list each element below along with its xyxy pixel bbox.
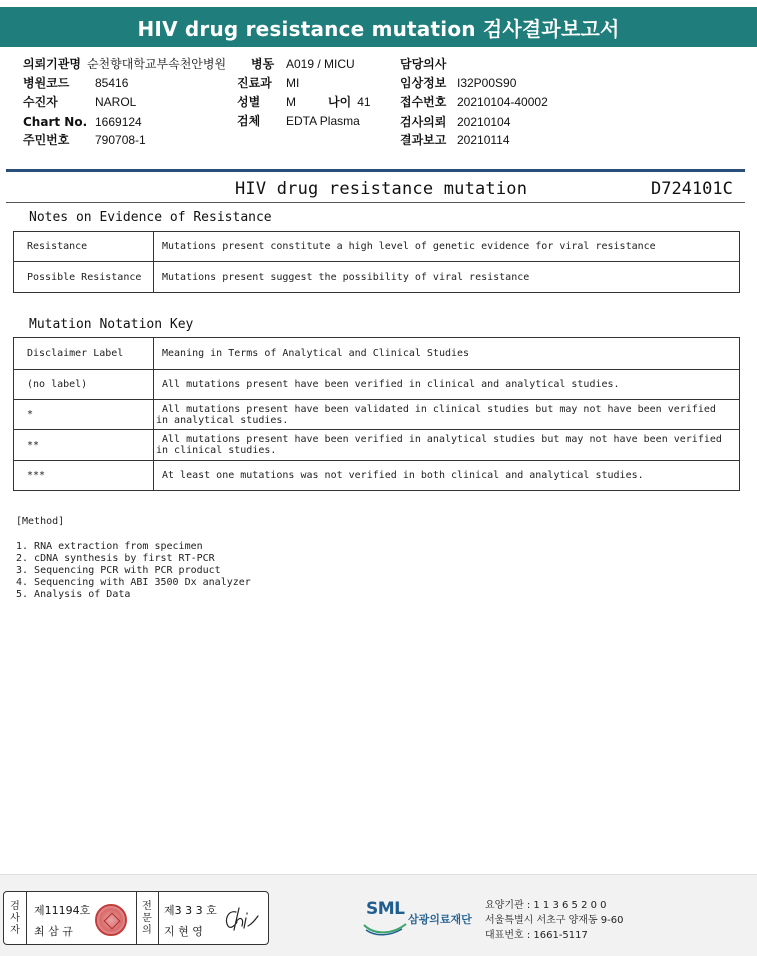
header-divider: [6, 169, 745, 172]
report-code: D724101C: [651, 179, 733, 199]
method-heading: [Method]: [16, 516, 65, 527]
chart-no-value: 1669124: [95, 115, 142, 129]
footer-divider: [0, 874, 757, 875]
report-banner: [0, 7, 757, 47]
evidence-term: Possible Resistance: [14, 262, 154, 293]
notation-label: **: [14, 430, 154, 461]
evidence-desc: Mutations present constitute a high level of genetic evidence for viral resistance: [154, 232, 740, 262]
specimen-value: EDTA Plasma: [286, 114, 360, 128]
banner-title: HIV drug resistance mutation 검사결과보고서: [137, 16, 620, 41]
requesting-org-value: 순천향대학교부속천안병원: [86, 57, 227, 71]
specimen-label: 검체: [237, 114, 261, 128]
table-row: [14, 461, 740, 491]
age-value: 41: [357, 95, 371, 109]
table-row: [14, 400, 740, 430]
sig-divider: [136, 892, 137, 944]
sig-divider: [26, 892, 27, 944]
attending-physician-label: 담당의사: [400, 57, 447, 71]
official-seal-icon: [95, 904, 127, 936]
evidence-desc: Mutations present suggest the possibility of viral resistance: [154, 262, 740, 293]
org-info: [485, 898, 624, 943]
logo-letters: SML: [366, 899, 405, 919]
org-address: 서울특별시 서초구 양재동 9-60: [485, 915, 624, 926]
table-row: [14, 232, 740, 262]
evidence-section-title: Notes on Evidence of Resistance: [29, 210, 272, 225]
org-facility-code: 요양기관 : 1 1 3 6 5 2 0 0: [485, 900, 607, 911]
org-phone: 대표번호 : 1661-5117: [485, 930, 588, 941]
notation-meaning: Meaning in Terms of Analytical and Clinical Studies: [154, 338, 740, 370]
ward-value: A019 / MICU: [286, 57, 355, 71]
notation-label: *: [14, 400, 154, 430]
request-date-value: 20210104: [457, 115, 511, 129]
request-date-label: 검사의뢰: [400, 115, 447, 129]
department-label: 진료과: [237, 76, 272, 90]
report-title: HIV drug resistance mutation: [235, 179, 528, 199]
sex-label: 성별: [237, 95, 261, 109]
table-row: [14, 338, 740, 370]
logo-org-name: 삼광의료재단: [408, 913, 472, 926]
method-section: [16, 516, 251, 601]
method-step: 2. cDNA synthesis by first RT-PCR: [16, 553, 215, 564]
notation-section-title: Mutation Notation Key: [29, 317, 194, 332]
method-step: 1. RNA extraction from specimen: [16, 541, 203, 552]
table-row: [14, 430, 740, 461]
notation-meaning: All mutations present have been verified in clinical and analytical studies.: [154, 370, 740, 400]
accession-no-label: 접수번호: [400, 95, 447, 109]
resident-no-label: 주민번호: [23, 133, 70, 147]
notation-label: (no label): [14, 370, 154, 400]
sml-logo: [362, 897, 482, 941]
inspector-license-no: 제11194호: [34, 904, 91, 917]
notation-meaning: All mutations present have been validated in clinical studies but may not have been verified in analytical studies.: [154, 400, 740, 430]
patient-name-label: 수진자: [23, 95, 58, 109]
doctor-license-no: 제3 3 3 호: [164, 904, 217, 917]
report-date-value: 20210114: [457, 133, 510, 147]
notation-label: Disclaimer Label: [14, 338, 154, 370]
hospital-code-label: 병원코드: [23, 76, 70, 90]
doctor-label: 전문의: [142, 901, 152, 936]
notation-label: ***: [14, 461, 154, 491]
accession-no-value: 20210104-40002: [457, 95, 548, 109]
title-divider: [6, 202, 745, 203]
inspector-label: 검사자: [10, 901, 20, 936]
logo-swoosh-icon: [362, 921, 408, 937]
table-row: [14, 262, 740, 293]
age-label: 나이: [328, 95, 352, 109]
requesting-org-label: 의뢰기관명: [23, 57, 81, 71]
notation-table: [13, 337, 740, 491]
department-value: MI: [286, 76, 300, 90]
ward-label: 병동: [251, 57, 275, 71]
evidence-term: Resistance: [14, 232, 154, 262]
doctor-name: 지 현 영: [164, 925, 203, 938]
patient-name-value: NAROL: [95, 95, 137, 109]
method-step: 5. Analysis of Data: [16, 589, 131, 600]
sex-value: M: [286, 95, 296, 109]
handwritten-signature-icon: [222, 904, 262, 934]
notation-meaning: At least one mutations was not verified in both clinical and analytical studies.: [154, 461, 740, 491]
notation-meaning: All mutations present have been verified in analytical studies but may not have been verified in clinical studies.: [154, 430, 740, 461]
inspector-name: 최 삼 규: [34, 925, 73, 938]
clinical-info-label: 임상정보: [400, 76, 447, 90]
evidence-table: [13, 231, 740, 293]
signature-box: [3, 891, 269, 945]
table-row: [14, 370, 740, 400]
method-step: 3. Sequencing PCR with PCR product: [16, 565, 221, 576]
hospital-code-value: 85416: [95, 76, 129, 90]
report-date-label: 결과보고: [400, 133, 447, 147]
chart-no-label: Chart No.: [23, 115, 88, 129]
method-step: 4. Sequencing with ABI 3500 Dx analyzer: [16, 577, 251, 588]
resident-no-value: 790708-1: [95, 133, 146, 147]
clinical-info-value: I32P00S90: [457, 76, 517, 90]
sig-divider: [158, 892, 159, 944]
